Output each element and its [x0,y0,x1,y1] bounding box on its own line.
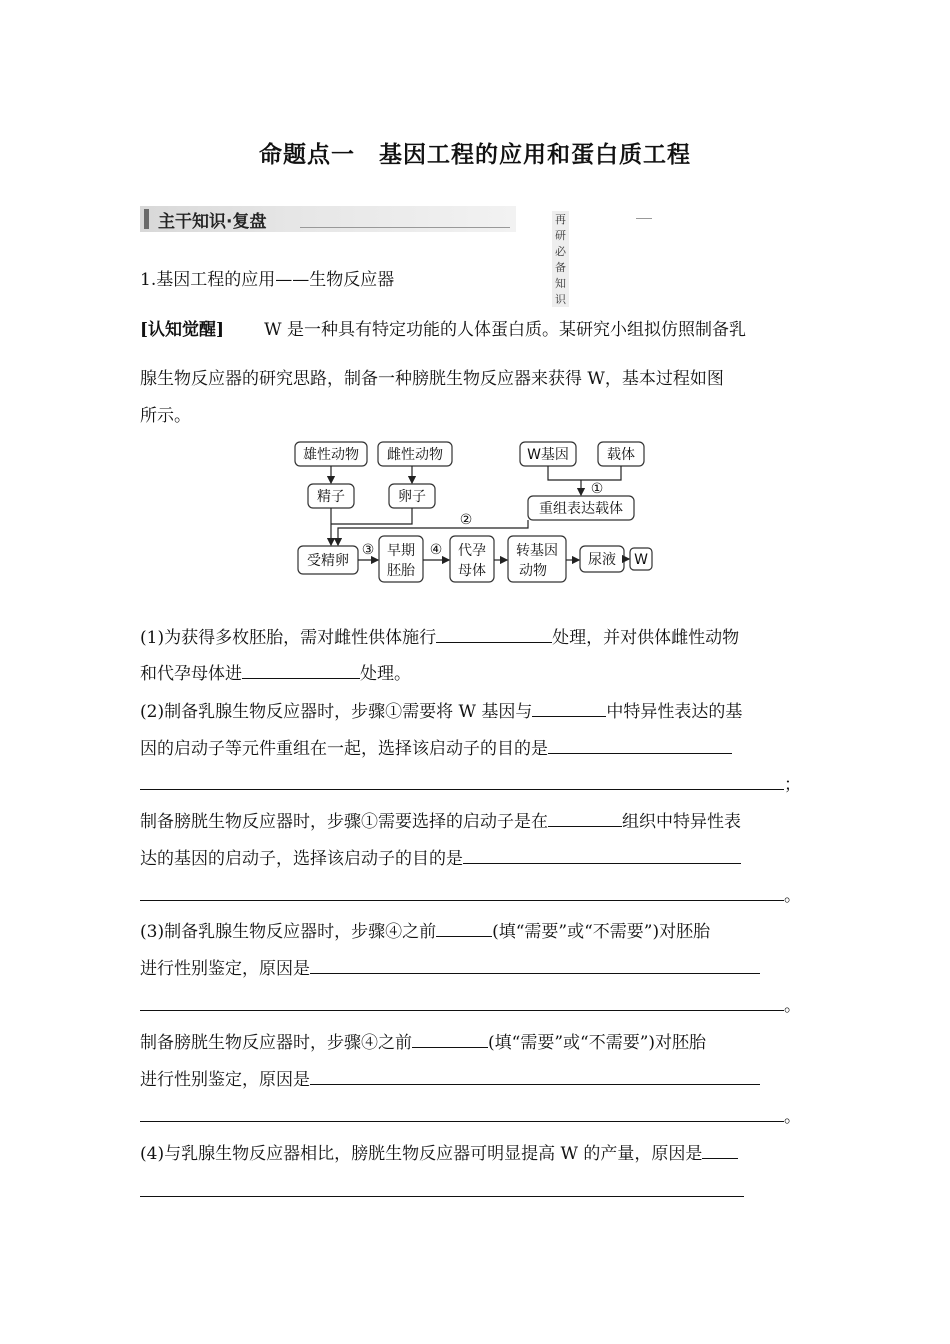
banner-underline [300,227,510,228]
q1-line-2 [140,662,411,684]
label-early-embryo-2: 胚胎 [387,563,415,579]
q2-blank-2[interactable] [548,737,732,754]
intro-line-3: 所示。 [140,406,191,426]
q3-text-e: (填“需要”或“不需要”)对胚胎 [488,1033,707,1053]
intro-line-1 [140,320,746,340]
q2-text-d: 制备膀胱生物反应器时，步骤①需要选择的启动子是在 [140,812,548,832]
q3-blank-4[interactable] [412,1031,488,1048]
label-step2: ② [459,512,473,528]
q2-text-e: 组织中特异性表 [622,812,741,832]
q2-blank-3[interactable] [140,773,784,790]
q4-text-a: (4)与乳腺生物反应器相比，膀胱生物反应器可明显提高 W 的产量，原因是 [140,1144,703,1164]
process-diagram [290,436,660,586]
q3-line-3 [140,994,801,1016]
label-product: W [634,552,648,568]
q3-end-1: 。 [784,996,801,1016]
q2-text-f: 达的基因的启动子，选择该启动子的目的是 [140,849,463,869]
intro-label: [认知觉醒] [140,320,225,340]
q2-line-6 [140,884,801,906]
q2-line-3 [140,773,801,795]
q1-blank-2[interactable] [242,662,360,679]
q3-text-f: 进行性别鉴定，原因是 [140,1070,310,1090]
q3-blank-6[interactable] [140,1105,784,1122]
label-male: 雄性动物 [303,447,359,463]
label-early-embryo-1: 早期 [387,543,415,559]
q2-line-1 [140,700,742,722]
q2-blank-6[interactable] [140,884,784,901]
label-surrogate-1: 代孕 [458,543,486,559]
intro-line-2: 腺生物反应器的研究思路，制备一种膀胱生物反应器来获得 W，基本过程如图 [140,369,724,389]
q1-text-a: (1)为获得多枚胚胎，需对雌性供体施行 [140,628,437,648]
banner-tag-line [636,218,652,219]
banner-tag: 再研必备知识 [552,211,569,307]
label-sperm: 精子 [317,489,345,505]
q3-end-2: 。 [784,1107,801,1127]
q2-line-2 [140,737,732,759]
label-female: 雌性动物 [387,447,443,463]
label-surrogate-2: 母体 [458,563,486,579]
q3-line-4 [140,1031,706,1053]
q2-line-4 [140,810,741,832]
q3-line-2 [140,957,760,979]
q3-text-b: (填“需要”或“不需要”)对胚胎 [492,922,711,942]
q3-text-d: 制备膀胱生物反应器时，步骤④之前 [140,1033,412,1053]
label-step1: ① [590,481,604,497]
q2-end-1: ； [784,775,801,795]
banner-bar [144,209,149,229]
page-title: 命题点一 基因工程的应用和蛋白质工程 [259,142,691,168]
q2-blank-1[interactable] [532,700,606,717]
label-recombinant: 重组表达载体 [539,501,623,517]
q3-blank-3[interactable] [140,994,784,1011]
intro-text-1: W 是一种具有特定功能的人体蛋白质。某研究小组拟仿照制备乳 [264,320,746,340]
q2-end-2: 。 [784,886,801,906]
q1-text-d: 处理。 [360,664,411,684]
q3-text-c: 进行性别鉴定，原因是 [140,959,310,979]
label-zygote: 受精卵 [307,553,349,569]
label-egg: 卵子 [398,489,426,505]
q4-line-1 [140,1142,738,1164]
q1-text-b: 处理，并对供体雌性动物 [552,628,740,648]
q4-blank-1[interactable] [702,1142,738,1159]
label-urine: 尿液 [588,552,616,568]
label-vector: 载体 [607,447,635,463]
q2-text-c: 因的启动子等元件重组在一起，选择该启动子的目的是 [140,739,548,759]
q3-line-1 [140,920,710,942]
banner-label: 主干知识·复盘 [158,212,267,232]
q2-blank-5[interactable] [463,847,741,864]
q3-blank-1[interactable] [436,920,492,937]
q3-text-a: (3)制备乳腺生物反应器时，步骤④之前 [140,922,437,942]
label-step4: ④ [429,542,443,558]
intro-heading: 1.基因工程的应用——生物反应器 [140,270,395,290]
label-w-gene: W基因 [527,447,569,463]
q3-blank-2[interactable] [310,957,760,974]
label-step3: ③ [361,542,375,558]
q2-line-5 [140,847,741,869]
q3-blank-5[interactable] [310,1068,760,1085]
q4-line-2 [140,1180,744,1202]
q2-text-a: (2)制备乳腺生物反应器时，步骤①需要将 W 基因与 [140,702,533,722]
q4-blank-2[interactable] [140,1180,744,1197]
q1-line-1 [140,626,739,648]
q2-blank-4[interactable] [548,810,622,827]
q1-text-c: 和代孕母体进 [140,664,242,684]
q3-line-6 [140,1105,801,1127]
label-transgenic-1: 转基因 [516,543,558,559]
label-transgenic-2: 动物 [519,563,547,579]
q3-line-5 [140,1068,760,1090]
q2-text-b: 中特异性表达的基 [606,702,743,722]
q1-blank-1[interactable] [436,626,552,643]
